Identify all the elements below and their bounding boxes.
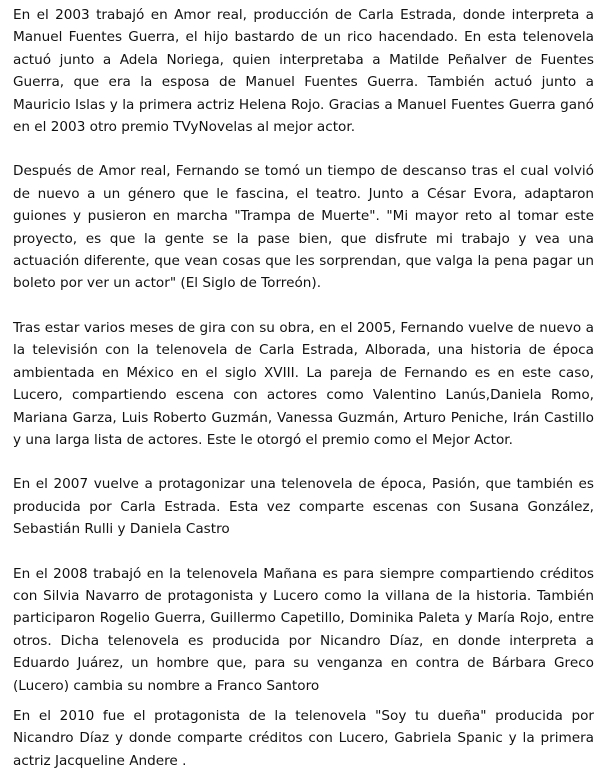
paragraph-pasion: En el 2007 vuelve a protagonizar una telenovela de época, Pasión, que también es producida por Carla Estrada. Esta vez comparte escenas con Susana González, Sebastián Rulli y Daniela Castro (13, 476, 594, 538)
paragraph-manana-es-para-siempre: En el 2008 trabajó en la telenovela Mañana es para siempre compartiendo créditos con Silvia Navarro de protagonista y Lucero como la villana de la historia. También participaron Rogelio Guerra, Guillermo Capetillo, Dominika Paleta y María Rojo, entre otros. Dicha telenovela es producida por Nicandro Díaz, en donde interpreta a Eduardo Juárez, un hombre que, para su venganza en contra de Bárbara Greco (Lucero) cambia su nombre a Franco Santoro (13, 565, 594, 694)
paragraph-amor-real: En el 2003 trabajó en Amor real, producción de Carla Estrada, donde interpreta a Manuel Fuentes Guerra, el hijo bastardo de un rico hacendado. En esta telenovela actuó junto a Adela Noriega, quien interpretaba a Matilde Peñalver de Fuentes Guerra, que era la esposa de Manuel Fuentes Guerra. También actuó junto a Mauricio Islas y la primera actriz Helena Rojo. Gracias a Manuel Fuentes Guerra ganó en el 2003 otro premio TVyNovelas al mejor actor. (13, 7, 594, 136)
article-body (13, 4, 594, 772)
paragraph-alborada: Tras estar varios meses de gira con su obra, en el 2005, Fernando vuelve de nuevo a la televisión con la telenovela de Carla Estrada, Alborada, una historia de época ambientada en México en el siglo XVIII. La pareja de Fernando es en este caso, Lucero, compartiendo escena con actores como Valentino Lanús,Daniela Romo, Mariana Garza, Luis Roberto Guzmán, Vanessa Guzmán, Arturo Peniche, Irán Castillo y una larga lista de actores. Este le otorgó el premio como el Mejor Actor. (13, 319, 594, 448)
paragraph-soy-tu-duena: En el 2010 fue el protagonista de la telenovela "Soy tu dueña" producida por Nicandro Díaz y donde comparte créditos con Lucero, Gabriela Spanic y la primera actriz Jacqueline Andere . (13, 707, 594, 769)
paragraph-teatro: Después de Amor real, Fernando se tomó un tiempo de descanso tras el cual volvió de nuevo a un género que le fascina, el teatro. Junto a César Evora, adaptaron guiones y pusieron en marcha "Trampa de Muerte". "Mi mayor reto al tomar este proyecto, es que la gente se la pase bien, que disfrute mi trabajo y vea una actuación diferente, que vean cosas que les sorprendan, que valga la pena pagar un boleto por ver un actor" (El Siglo de Torreón). (13, 163, 594, 292)
